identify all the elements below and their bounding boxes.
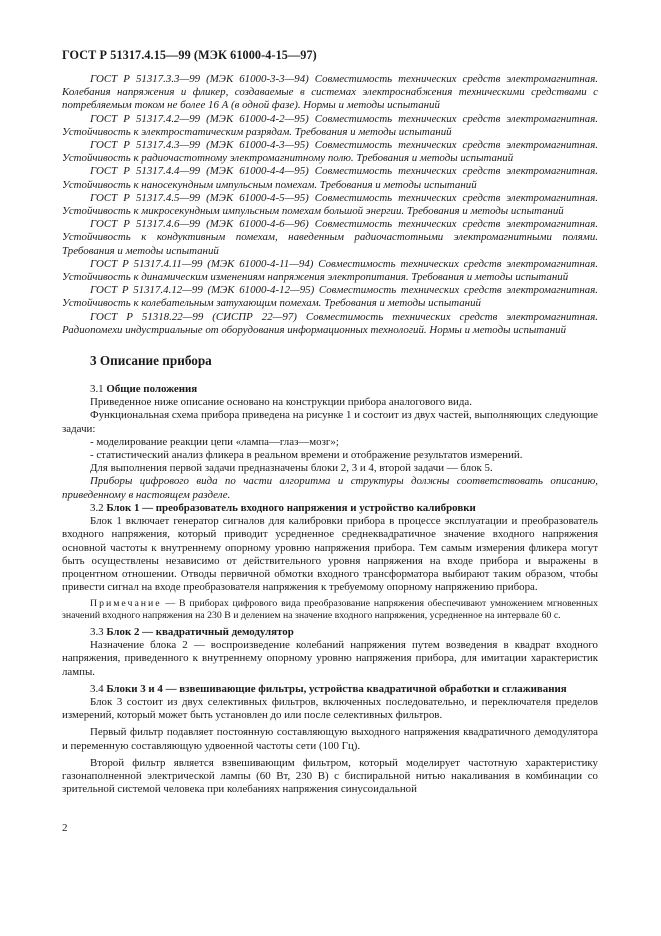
subsection-title: Блок 1 — преобразователь входного напряжения и устройство калибровки [106,501,476,514]
paragraph: Блок 3 состоит из двух селективных фильтров, включенных последовательно, и переключателя пределов измерений, который может быть установлен до или после селективных фильтров. [62,695,598,722]
reference-item: ГОСТ Р 51317.4.3—99 (МЭК 61000-4-3—95) Совместимость технических средств электромагнитная. Устойчивость к радиочастотному электромагнитному полю. Требования и методы испытаний [62,139,598,165]
subsection-heading-3-2 [62,502,598,515]
paragraph: Приведенное ниже описание основано на конструкции прибора аналогового вида. [90,396,472,409]
subsection-number: 3.4 [90,682,104,695]
reference-item: ГОСТ Р 51317.4.2—99 (МЭК 61000-4-2—95) Совместимость технических средств электромагнитная. Устойчивость к электростатическим разрядам. Требования и методы испытаний [62,112,598,138]
subsection-number: 3.2 [90,501,104,514]
paragraph: Второй фильтр является взвешивающим фильтром, который моделирует частотную характеристику газонаполненной электрической лампы (60 Вт, 230 В) с биспиральной нитью накаливания в комбинации со зрительной системой человека при колебаниях напряжения синусоидальной [62,756,598,796]
page-number: 2 [62,822,68,834]
subsection-title: Блок 2 — квадратичный демодулятор [106,625,294,638]
dash-list-item: - статистический анализ фликера в реальном времени и отображение результатов измерений. [90,449,523,462]
note-label: Примечание [90,598,162,610]
document-body [62,73,598,796]
note [62,598,598,622]
subsection-heading-3-1 [62,383,598,396]
section-title: 3 Описание прибора [90,353,212,369]
paragraph: Для выполнения первой задачи предназначены блоки 2, 3 и 4, второй задачи — блок 5. [90,462,493,475]
reference-item: ГОСТ Р 51317.4.5—99 (МЭК 61000-4-5—95) Совместимость технических средств электромагнитная. Устойчивость к микросекундным импульсным помехам большой энергии. Требования и методы испытаний [62,191,598,218]
reference-item: ГОСТ Р 51317.4.4—99 (МЭК 61000-4-4—95) Совместимость технических средств электромагнитная. Устойчивость к наносекундным импульсным помехам. Требования и методы испытаний [62,165,598,191]
paragraph: Блок 1 включает генератор сигналов для калибровки прибора в процессе эксплуатации и преобразователь входного напряжения, который приводит усредненное среднеквадратичное значение входного напряжения основной частоты к внутреннему опорному уровню напряжения прибора. Тем самым измерения фликера могут быть осуществлены независимо от действительного уровня напряжения на входе прибора и выражены в процентном отношении. Отводы первичной обмотки входного трансформатора выбирают таким образом, чтобы привести сигнал на входе преобразователя напряжения к требуемому опорному напряжению прибора. [62,515,598,594]
subsection-heading-3-4 [62,683,598,696]
reference-item: ГОСТ Р 51318.22—99 (СИСПР 22—97) Совместимость технических средств электромагнитная. Радиопомехи индустриальные от оборудования информационных технологий. Нормы и методы испытаний [62,310,598,336]
dash-list-item: - моделирование реакции цепи «лампа—глаз—мозг»; [90,435,339,448]
note-text: — В приборах цифрового вида преобразование напряжения обеспечивают умножением мгновенных значений входного напряжения на 230 В и делением на значение входного напряжения, усредненное на интервале 60 с. [62,598,598,622]
subsection-number: 3.1 [90,383,104,396]
page-header: ГОСТ Р 51317.4.15—99 (МЭК 61000-4-15—97) [62,48,317,62]
subsection-title: Блоки 3 и 4 — взвешивающие фильтры, устройства квадратичной обработки и сглаживания [106,682,567,695]
subsection-title: Общие положения [106,383,198,396]
paragraph: Функциональная схема прибора приведена на рисунке 1 и состоит из двух частей, выполняющих следующие задачи: [62,409,598,435]
reference-item: ГОСТ Р 51317.4.12—99 (МЭК 61000-4-12—95) Совместимость технических средств электромагнитная. Устойчивость к колебательным затухающим помехам. Требования и методы испытаний [62,284,598,310]
italic-paragraph: Приборы цифрового вида по части алгоритма и структуры должны соответствовать описанию, приведенному в настоящем разделе. [62,475,598,501]
reference-item: ГОСТ Р 51317.4.6—99 (МЭК 61000-4-6—96) Совместимость технических средств электромагнитная. Устойчивость к кондуктивным помехам, наведенным радиочастотными электромагнитными полями. Требования и методы испытаний [62,218,598,257]
subsection-heading-3-3 [62,626,598,639]
reference-item: ГОСТ Р 51317.3.3—99 (МЭК 61000-3-3—94) Совместимость технических средств электромагнитная. Колебания напряжения и фликер, создаваемые в системах электроснабжения техническими средствами с потребляемым током не более 16 А (в одной фазе). Нормы и методы испытаний [62,73,598,112]
reference-item: ГОСТ Р 51317.4.11—99 (МЭК 61000-4-11—94) Совместимость технических средств электромагнитная. Устойчивость к динамическим изменениям напряжения электропитания. Требования и методы испытаний [62,257,598,284]
paragraph: Назначение блока 2 — воспроизведение колебаний напряжения путем возведения в квадрат входного напряжения, приведенного к внутреннему опорному уровню напряжения прибора, для имитации характеристик лампы. [62,639,598,678]
subsection-number: 3.3 [90,625,104,638]
paragraph: Первый фильтр подавляет постоянную составляющую выходного напряжения квадратичного демодулятора и переменную составляющую удвоенной частоты сети (100 Гц). [62,726,598,752]
